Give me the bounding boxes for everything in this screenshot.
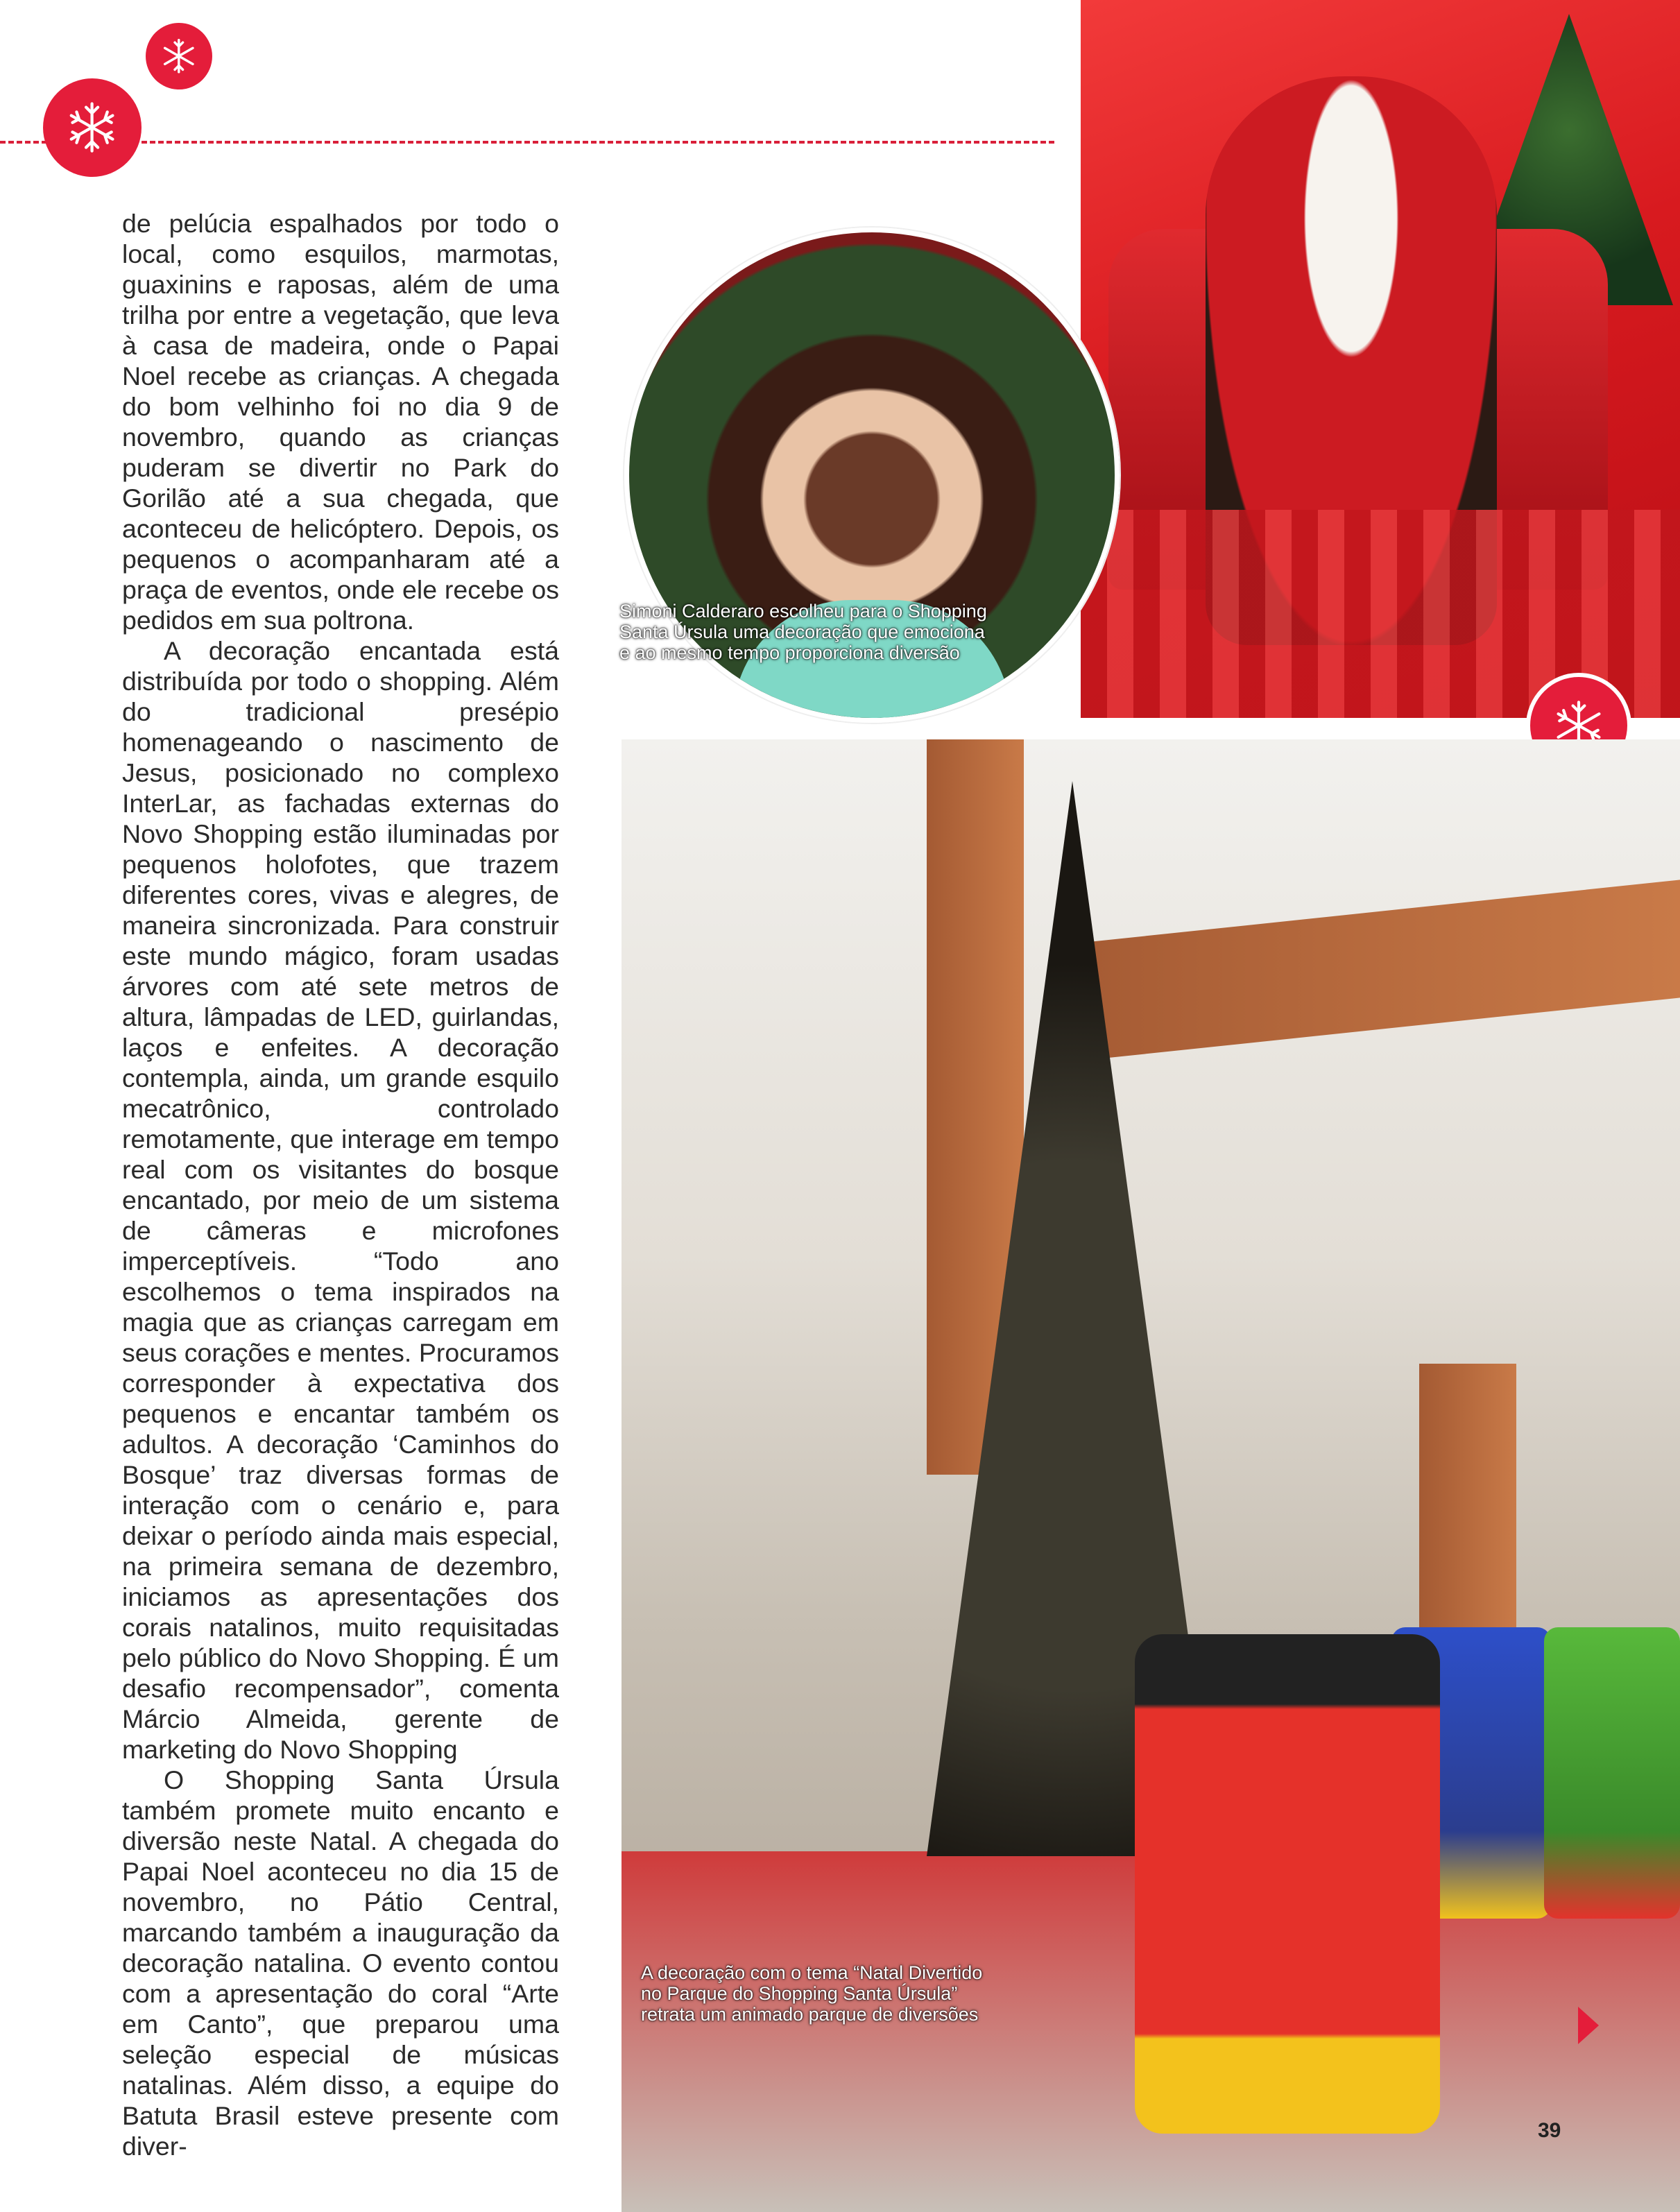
caption-line: A decoração com o tema “Natal Divertido [641, 1962, 983, 1983]
caption-line: e ao mesmo tempo proporciona diversão [619, 642, 960, 663]
train-locomotive-shape [1135, 1634, 1440, 2134]
article-paragraph: A decoração encantada está distribuída por todo o shopping. Além do tradicional presépio homenageando o nascimento de Jesus, posicionado no complexo InterLar, as fachadas externas do Novo Shopping estão iluminadas por pequenos holofotes, que trazem diferentes cores, vivas e alegres, de maneira sincronizada. Para construir este mundo mágico, foram usadas árvores com até sete metros de altura, lâmpadas de LED, guirlandas, laços e enfeites. A decoração contempla, ainda, um grande esquilo mecatrônico, controlado remotamente, que interage em tempo real com os visitantes do bosque encantado, por meio de um sistema de câmeras e microfones imperceptíveis. “Todo ano escolhemos o tema inspirados na magia que as crianças carregam em seus corações e mentes. Procuramos corresponder à expectativa dos pequenos e encantar também os adultos. A decoração ‘Caminhos do Bosque’ traz diversas formas de interação com o cenário e, para deixar o período ainda mais especial, na primeira semana de dezembro, iniciamos as apresentações dos corais natalinos, muito requisitadas pelo público do Novo Shopping. É um desafio recompensador”, comenta Márcio Almeida, gerente de marketing do Novo Shopping [122, 636, 559, 1764]
dashed-header-rule [0, 141, 1054, 144]
caption-line: Santa Úrsula uma decoração que emociona [619, 621, 985, 642]
portrait-caption [619, 601, 1063, 663]
snowflake-badge-large [43, 78, 142, 177]
caption-line: retrata um animado parque de diversões [641, 2004, 979, 2025]
snowflake-badge-small [146, 23, 212, 89]
article-paragraph: de pelúcia espalhados por todo o local, como esquilos, marmotas, guaxinins e raposas, além de uma trilha por entre a vegetação, que leva à casa de madeira, onde o Papai Noel recebe as crianças. A chegada do bom velhinho foi no dia 9 de novembro, quando as crianças puderam se divertir no Park do Gorilão até a sua chegada, que aconteceu de helicóptero. Depois, os pequenos o acompanharam até a praça de eventos, onde ele recebe os pedidos em sua poltrona. [122, 209, 559, 635]
next-page-arrow-icon[interactable] [1578, 2007, 1599, 2044]
wood-panel-shape [1052, 880, 1680, 1063]
snowflake-icon [159, 36, 199, 76]
caption-line: no Parque do Shopping Santa Úrsula” [641, 1983, 958, 2004]
article-paragraph: O Shopping Santa Úrsula também promete muito encanto e diversão neste Natal. A chegada do Papai Noel aconteceu no dia 15 de novembro, no Pátio Central, marcando também a inauguração da decoração natalina. O evento contou com a apresentação do coral “Arte em Canto”, que preparou uma seleção especial de músicas natalinas. Além disso, a equipe do Batuta Brasil esteve presente com diver- [122, 1765, 559, 2161]
caption-line: Simoni Calderaro escolheu para o Shopping [619, 601, 987, 621]
mall-caption [641, 1962, 1085, 2025]
article-body [122, 208, 559, 2161]
santa-claus-photo [1081, 0, 1680, 718]
snowflake-icon [62, 98, 121, 157]
train-wagon-shape [1544, 1627, 1680, 1919]
page-number: 39 [1538, 2119, 1561, 2142]
